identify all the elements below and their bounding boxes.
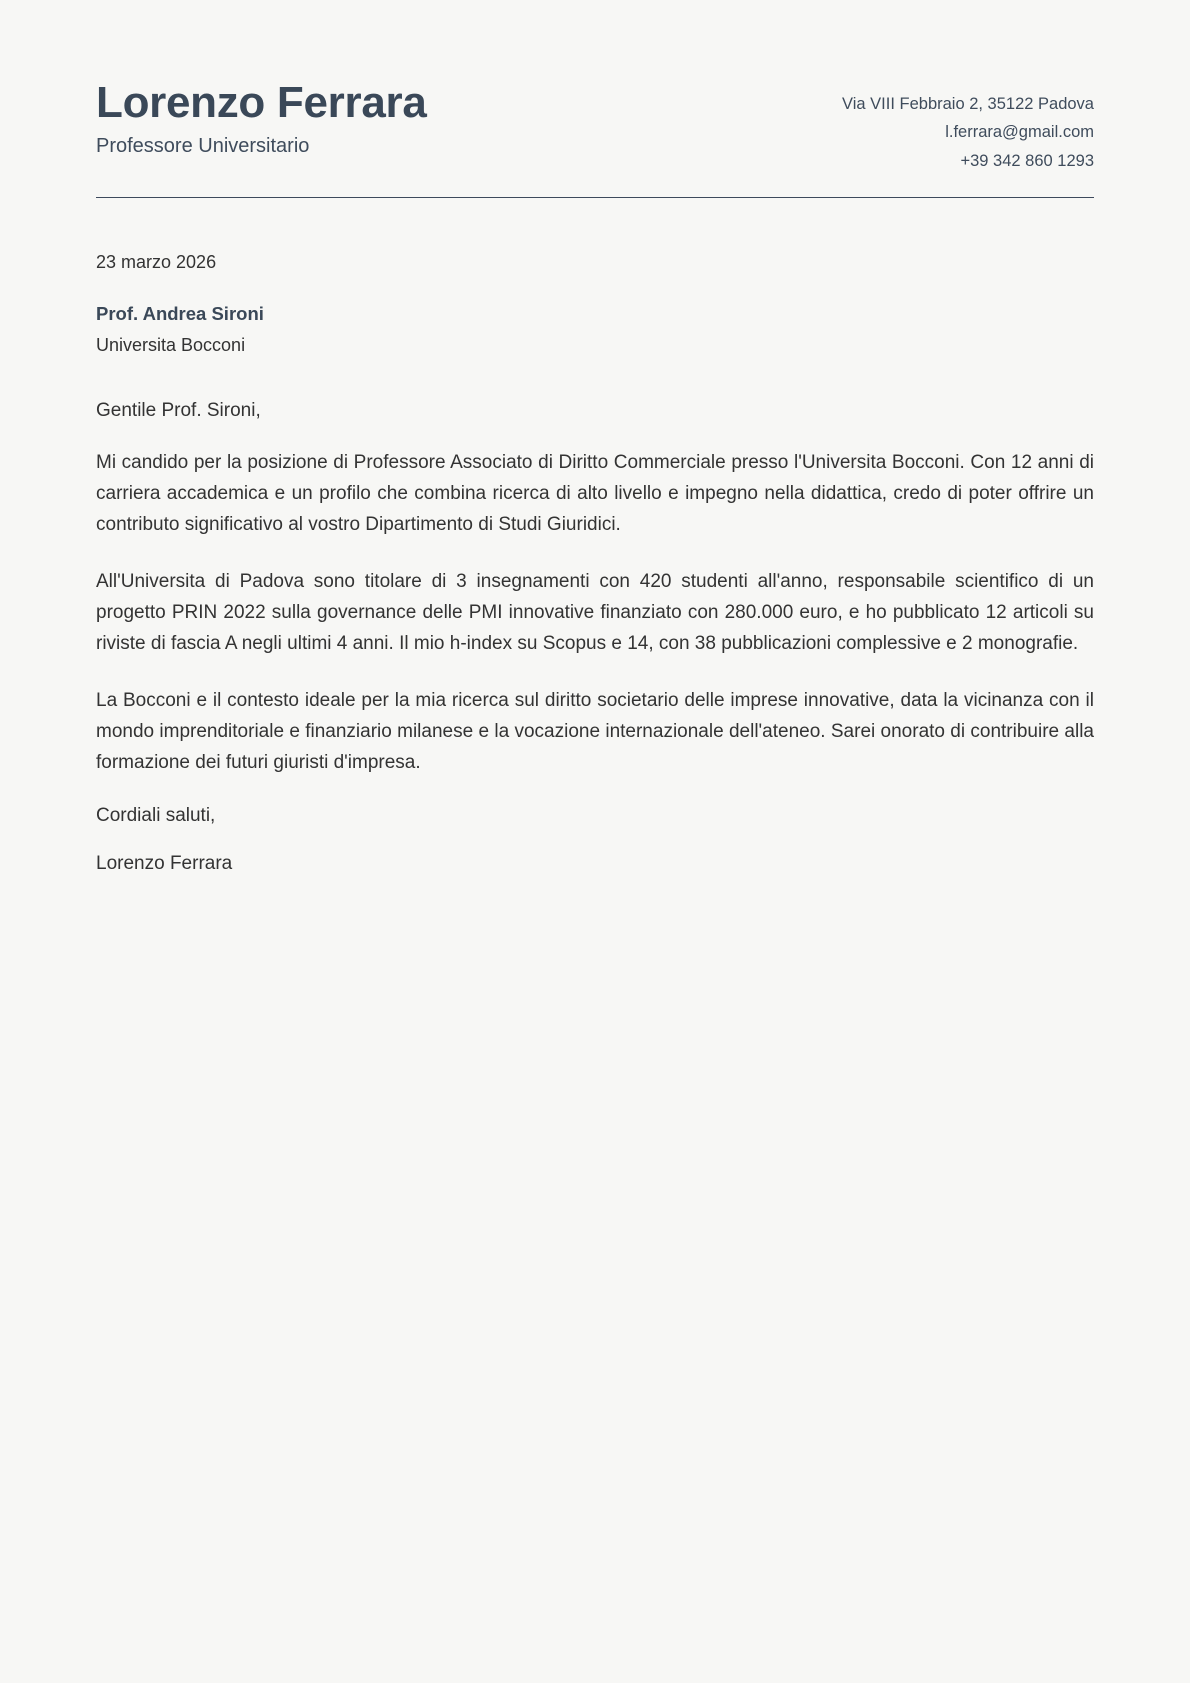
body-paragraph-3: La Bocconi e il contesto ideale per la mia ricerca sul diritto societario delle imprese innovative, data la vicinanza con il mondo imprenditoriale e finanziario milanese e la vocazione internazionale dell'ateneo. Sarei onorato di contribuire alla formazione dei futuri giuristi d'impresa. (96, 689, 1094, 773)
signature-name: Lorenzo Ferrara (96, 852, 233, 874)
contact-phone: +39 342 860 1293 (960, 151, 1094, 170)
contact-address: Via VIII Febbraio 2, 35122 Padova (842, 95, 1094, 113)
letter-header (96, 78, 1094, 198)
body-paragraph-2: All'Universita di Padova sono titolare di 3 insegnamenti con 420 studenti all'anno, responsabile scientifico di un progetto PRIN 2022 sulla governance delle PMI innovative finanziato con 280.000 euro, e ho pubblicato 12 articoli su riviste di fascia A negli ultimi 4 anni. Il mio h-index su Scopus e 14, con 38 pubblicazioni complessive e 2 monografie. (96, 571, 1094, 654)
letter-date: 23 marzo 2026 (96, 252, 217, 273)
closing-line: Cordiali saluti, (96, 804, 216, 826)
sender-identity (96, 78, 427, 159)
sender-name: Lorenzo Ferrara (96, 78, 427, 127)
sender-job-title: Professore Universitario (96, 135, 310, 158)
contact-email[interactable]: l.ferrara@gmail.com (945, 123, 1094, 142)
contact-block (842, 78, 1094, 175)
body-paragraph-1: Mi candido per la posizione di Professore Associato di Diritto Commerciale presso l'Universita Bocconi. Con 12 anni di carriera accademica e un profilo che combina ricerca di alto livello e impegno nella didattica, credo di poter offrire un contributo significativo al vostro Dipartimento di Studi Giuridici. (96, 452, 1094, 536)
recipient-block (96, 303, 1094, 356)
recipient-organization: Universita Bocconi (96, 335, 246, 356)
recipient-name: Prof. Andrea Sironi (96, 303, 264, 325)
letter-body (96, 198, 1094, 875)
salutation: Gentile Prof. Sironi, (96, 400, 261, 422)
